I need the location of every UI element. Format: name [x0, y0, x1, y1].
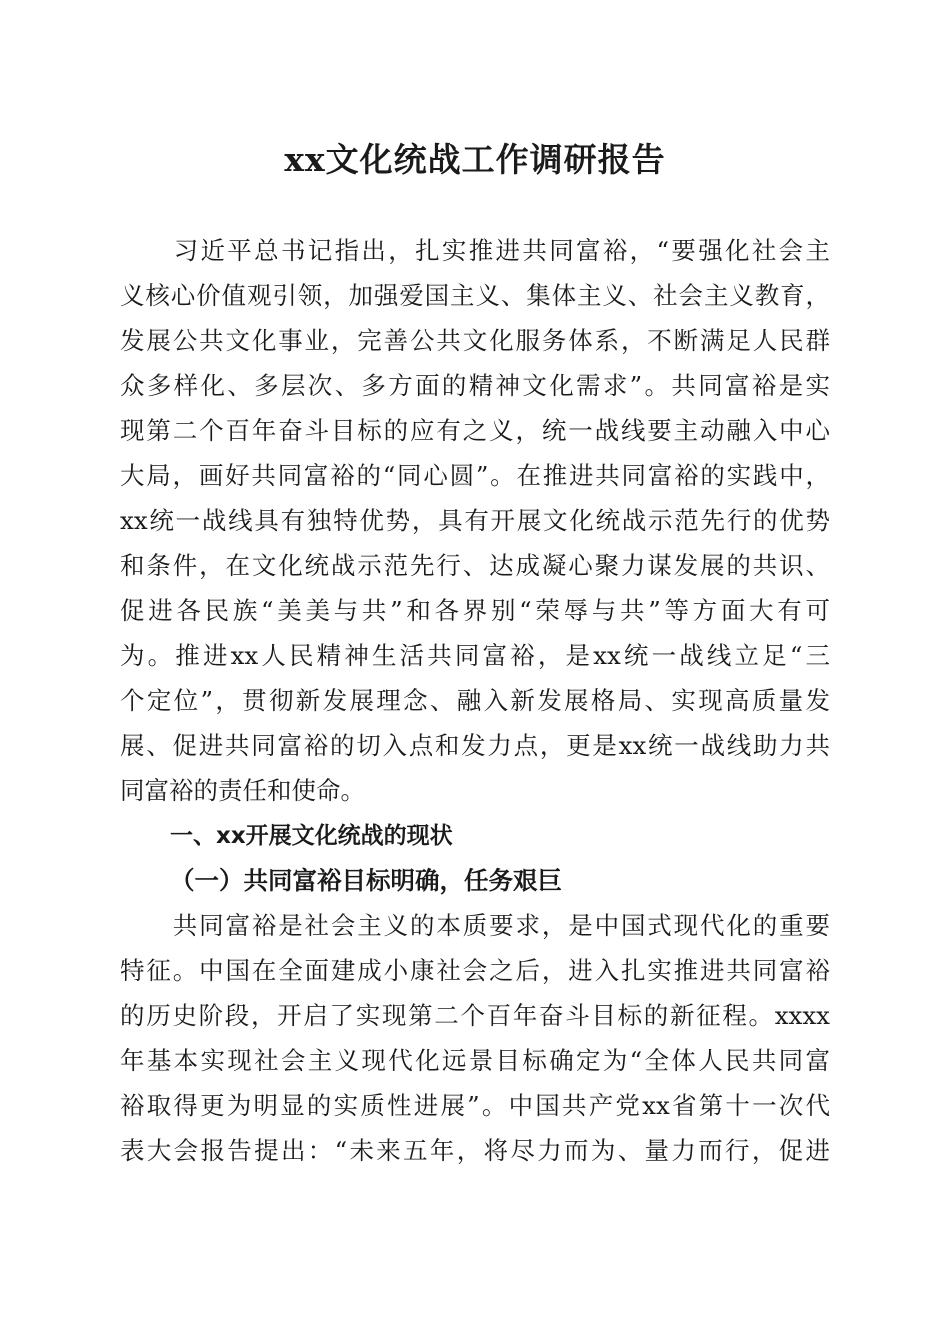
- paragraph-1-line: 大局，画好共同富裕的“同心圆”。在推进共同富裕的实践中，: [120, 461, 830, 490]
- paragraph-1-line: 同富裕的责任和使命。: [120, 776, 365, 805]
- paragraph-2-line: 年基本实现社会主义现代化远景目标确定为“全体人民共同富: [120, 1046, 830, 1075]
- paragraph-2-line: 的历史阶段，开启了实现第二个百年奋斗目标的新征程。xxxx: [120, 1001, 830, 1030]
- paragraph-1-line: xx统一战线具有独特优势，具有开展文化统战示范先行的优势: [120, 506, 830, 535]
- paragraph-1-line: 现第二个百年奋斗目标的应有之义，统一战线要主动融入中心: [120, 416, 830, 445]
- section-heading: 一、xx开展文化统战的现状: [170, 823, 453, 849]
- paragraph-2-line: 共同富裕是社会主义的本质要求，是中国式现代化的重要: [120, 911, 830, 940]
- paragraph-2-line: 表大会报告提出：“未来五年，将尽力而为、量力而行，促进: [120, 1136, 830, 1165]
- paragraph-1-line: 展、促进共同富裕的切入点和发力点，更是xx统一战线助力共: [120, 731, 830, 760]
- paragraph-1-line: 发展公共文化事业，完善公共文化服务体系，不断满足人民群: [120, 326, 830, 355]
- document-title: xx文化统战工作调研报告: [284, 140, 666, 179]
- paragraph-1-line: 个定位”，贯彻新发展理念、融入新发展格局、实现高质量发: [120, 686, 830, 715]
- paragraph-2-line: 特征。中国在全面建成小康社会之后，进入扎实推进共同富裕: [120, 956, 830, 985]
- paragraph-1-line: 众多样化、多层次、多方面的精神文化需求”。共同富裕是实: [120, 371, 830, 400]
- paragraph-1-line: 义核心价值观引领，加强爱国主义、集体主义、社会主义教育，: [120, 281, 830, 310]
- paragraph-1-line: 习近平总书记指出，扎实推进共同富裕，“要强化社会主: [120, 236, 830, 265]
- paragraph-1-line: 为。推进xx人民精神生活共同富裕，是xx统一战线立足“三: [120, 641, 830, 670]
- subsection-heading: （一）共同富裕目标明确，任务艰巨: [170, 866, 562, 895]
- paragraph-1-line: 和条件，在文化统战示范先行、达成凝心聚力谋发展的共识、: [120, 551, 830, 580]
- paragraph-1-line: 促进各民族“美美与共”和各界别“荣辱与共”等方面大有可: [120, 596, 830, 625]
- paragraph-2-line: 裕取得更为明显的实质性进展”。中国共产党xx省第十一次代: [120, 1091, 830, 1120]
